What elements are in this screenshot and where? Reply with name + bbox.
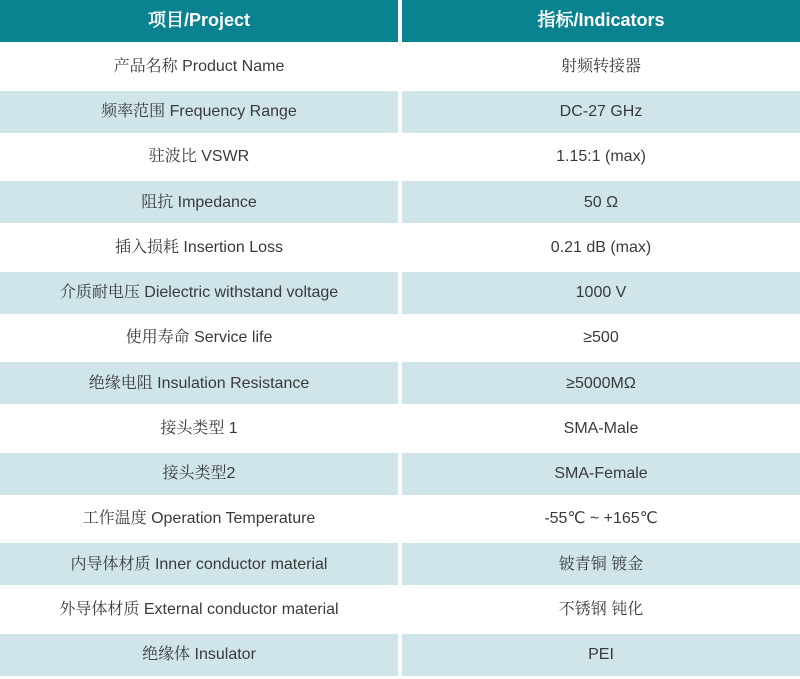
table-row: [0, 317, 800, 362]
indicator-cell: 1.15:1 (max): [556, 148, 646, 166]
indicator-cell: 不锈钢 钝化: [558, 600, 644, 618]
project-cell: 驻波比 VSWR: [0, 136, 402, 178]
project-cell: 插入损耗 Insertion Loss: [0, 226, 402, 268]
project-cell: 阻抗 Impedance: [0, 181, 402, 223]
column-header-indicators: 指标/Indicators: [537, 10, 665, 31]
indicator-cell: SMA-Male: [563, 419, 639, 437]
project-cell: 频率范围 Frequency Range: [0, 91, 402, 133]
indicator-cell: 射频转接器: [560, 57, 641, 75]
table-row: [0, 91, 800, 136]
table-row: [0, 226, 800, 271]
project-cell: 绝缘体 Insulator: [0, 634, 402, 676]
project-cell: 内导体材质 Inner conductor material: [0, 543, 402, 585]
project-cell: 工作温度 Operation Temperature: [0, 498, 402, 540]
project-cell: 接头类型2: [0, 453, 402, 495]
indicator-cell: 1000 V: [575, 284, 627, 302]
indicator-cell: 铍青铜 镀金: [558, 555, 644, 573]
indicator-cell: ≥500: [583, 329, 619, 347]
table-row: [0, 453, 800, 498]
table-row: [0, 498, 800, 543]
indicator-cell: 50 Ω: [583, 193, 619, 211]
table-row: [0, 272, 800, 317]
table-row: [0, 362, 800, 407]
indicator-cell: 0.21 dB (max): [550, 238, 652, 256]
project-cell: 产品名称 Product Name: [0, 45, 402, 87]
project-cell: 使用寿命 Service life: [0, 317, 402, 359]
project-cell: 接头类型 1: [0, 407, 402, 449]
project-cell: 外导体材质 External conductor material: [0, 588, 402, 630]
table-row: [0, 181, 800, 226]
indicator-cell: ≥5000MΩ: [566, 374, 636, 392]
table-row: [0, 588, 800, 633]
project-cell: 绝缘电阻 Insulation Resistance: [0, 362, 402, 404]
table-header-row: [0, 0, 800, 45]
table-row: [0, 407, 800, 452]
indicator-cell: PEI: [588, 646, 614, 664]
table-row: [0, 45, 800, 90]
project-cell: 介质耐电压 Dielectric withstand voltage: [0, 272, 402, 314]
indicator-cell: -55℃ ~ +165℃: [544, 510, 658, 528]
indicator-cell: DC-27 GHz: [559, 103, 643, 121]
column-header-project: 项目/Project: [0, 0, 402, 42]
indicator-cell: SMA-Female: [554, 465, 648, 483]
table-row: [0, 543, 800, 588]
table-row: [0, 136, 800, 181]
table-row: [0, 634, 800, 679]
